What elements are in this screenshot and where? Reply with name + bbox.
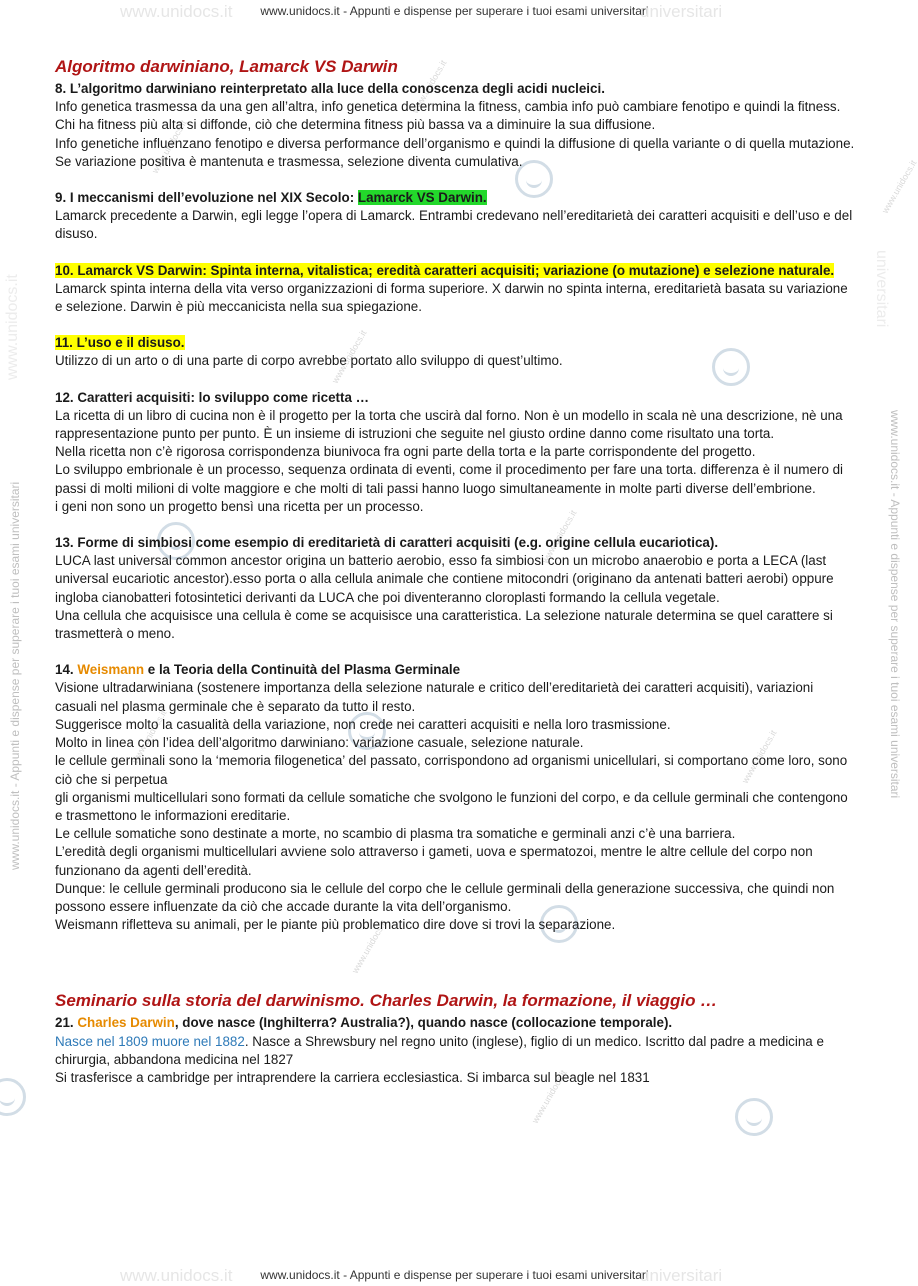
paragraph: gli organismi multicellulari sono formati da cellule somatiche che svolgono le funzioni del corpo, e da cellule germinali che contengono e trasmettono le informazioni ereditarie. [55, 789, 848, 823]
diag-watermark: www.unidocs.it [330, 328, 369, 385]
highlighted-text: 10. Lamarck VS Darwin: Spinta interna, vitalistica; eredità caratteri acquisiti; variazione (o mutazione) e selezione naturale. [55, 262, 835, 278]
document-body [55, 56, 855, 1087]
footer-ghost-left: www.unidocs.it [120, 1266, 233, 1285]
heading-text: , dove nasce (Inghilterra? Australia?), quando nasce (collocazione temporale). [174, 1015, 673, 1031]
diag-watermark: www.unidocs.it [880, 158, 918, 215]
header-ghost-left: www.unidocs.it [120, 2, 233, 21]
highlighted-text: Lamarck VS Darwin. [357, 190, 487, 206]
side-watermark-left: www.unidocs.it - Appunti e dispense per superare i tuoi esami universitari [8, 481, 22, 870]
diag-watermark: www.unidocs.it [530, 1068, 569, 1125]
paragraph: Le cellule somatiche sono destinate a morte, no scambio di plasma tra somatiche e germinali anzi c’è una barriera. [55, 826, 736, 842]
paragraph: Lamarck spinta interna della vita verso organizzazioni di forma superiore. X darwin no spinta interna, ereditarietà basata su variazione e selezione. Darwin è più meccanicista nella sua spiegazione. [55, 280, 848, 315]
diag-watermark: www.unidocs.it [540, 508, 579, 565]
person-name: Charles Darwin [77, 1015, 175, 1031]
header-watermark [0, 2, 909, 21]
paragraph: Suggerisce molto la casualità della variazione, non crede nei caratteri acquisiti e nella loro trasmissione. [55, 716, 671, 732]
paragraph: Nella ricetta non c’è rigorosa corrispondenza biunivoca fra ogni parte della torta e la parte corrispondente del progetto. [55, 444, 756, 460]
paragraph: i geni non sono un progetto bensì una ricetta per un processo. [55, 498, 424, 514]
diag-watermark: www.unidocs.it [410, 58, 449, 115]
paragraph: Dunque: le cellule germinali producono sia le cellule del corpo che le cellule germinali della generazione successiva, che quindi non possono essere influenzate da ciò che accade durante la vita dell’organismo. [55, 880, 835, 914]
diag-watermark: www.unidocs.it [350, 918, 389, 975]
question-heading: 8. L’algoritmo darwiniano reinterpretato alla luce della conoscenza degli acidi nucleici. [55, 81, 605, 96]
footer-ghost-right: universitari [640, 1266, 723, 1285]
highlighted-text: 11. L’uso e il disuso. [55, 335, 185, 351]
header-text: www.unidocs.it - Appunti e dispense per superare i tuoi esami universitari [260, 4, 649, 18]
unidocs-logo-icon [735, 1098, 773, 1136]
paragraph: Lamarck precedente a Darwin, egli legge l’opera di Lamarck. Entrambi credevano nell’ereditarietà dei caratteri acquisiti e dell’uso e del disuso. [55, 208, 853, 242]
side-ghost-left: www.unidocs.it [4, 274, 21, 380]
diag-watermark: www.unidocs.it [130, 708, 169, 765]
paragraph: Utilizzo di un arto o di una parte di corpo avrebbe portato allo sviluppo di quest’ultimo. [55, 353, 563, 369]
heading-number: 14. [55, 662, 78, 678]
question-heading [55, 189, 855, 207]
question-heading [55, 334, 855, 352]
paragraph: Info genetiche influenzano fenotipo e diversa performance dell’organismo e quindi la diffusione di quella variante o di quella mutazione. Se variazione positiva è mantenuta e trasmessa, selezione diventa cumulativa. [55, 135, 855, 169]
side-watermark-right: www.unidocs.it - Appunti e dispense per superare i tuoi esami universitari [888, 410, 902, 799]
section-title: Seminario sulla storia del darwinismo. Charles Darwin, la formazione, il viaggio … [55, 991, 718, 1011]
paragraph: Molto in linea con l’idea dell’algoritmo darwiniano: variazione casuale, selezione naturale. [55, 735, 584, 751]
paragraph: Visione ultradarwiniana (sostenere importanza della selezione naturale e critico dell’ereditarietà dei caratteri acquisiti), variazioni casuali nel plasma germinale che è separato da tutto il resto. [55, 680, 814, 714]
paragraph: le cellule germinali sono la ‘memoria filogenetica’ del passato, corrispondono ad organismi unicellulari, si comportano come loro, sono ciò che si perpetua [55, 753, 848, 787]
paragraph: L’eredità degli organismi multicellulari avviene solo attraverso i gameti, uova e spermatozoi, mentre le altre cellule del corpo non funzionano da agenti dell’eredità. [55, 844, 813, 878]
question-heading: 13. Forme di simbiosi come esempio di ereditarietà di caratteri acquisiti (e.g. origine cellula eucariotica). [55, 535, 719, 551]
heading-text: 9. I meccanismi dell’evoluzione nel XIX Secolo: [55, 190, 358, 206]
diag-watermark: www.unidocs.it [740, 728, 779, 785]
unidocs-logo-icon [0, 1078, 26, 1116]
paragraph: Lo sviluppo embrionale è un processo, sequenza ordinata di eventi, come il procedimento per fare una torta. differenza è il numero di passi di molti milioni di volte maggiore e che molti di tali passi hanno luogo simultaneamente in molte parti diverse dell’embrione. [55, 462, 844, 496]
heading-number: 21. [55, 1015, 78, 1031]
footer-text: www.unidocs.it - Appunti e dispense per superare i tuoi esami universitari [260, 1268, 649, 1282]
heading-text: e la Teoria della Continuità del Plasma Germinale [144, 662, 461, 678]
section-title: Algoritmo darwiniano, Lamarck VS Darwin [55, 57, 398, 76]
paragraph: Una cellula che acquisisce una cellula è come se acquisisce una caratteristica. La selezione naturale determina se quel carattere si trasmetterà o meno. [55, 607, 833, 642]
paragraph: LUCA last universal common ancestor origina un batterio aerobio, esso fa simbiosi con un microbo anaerobio e porta a LECA (last universal eucariotic ancestor).esso porta o alla cellula animale che contiene mitocondri (originano da antenati batteri aerobi) oppure ingloba cianobatteri fotosintetici derivanti da LUCA che poi diventeranno cloroplasti formando la cellula vegetale. [55, 553, 834, 605]
header-ghost-right: universitari [640, 2, 723, 21]
question-heading [55, 661, 855, 679]
question-heading: 12. Caratteri acquisiti: lo sviluppo come ricetta … [55, 389, 370, 405]
paragraph: Si trasferisce a cambridge per intraprendere la carriera ecclesiastica. Si imbarca sul beagle nel 1831 [55, 1069, 650, 1085]
question-heading [55, 262, 855, 280]
side-ghost-right: universitari [873, 250, 890, 328]
footer-watermark [0, 1266, 909, 1285]
dates-text: Nasce nel 1809 muore nel 1882 [55, 1033, 245, 1049]
paragraph: Weismann rifletteva su animali, per le piante più problematico dire dove si trovi la separazione. [55, 917, 616, 933]
paragraph-text: . Nasce a Shrewsbury nel regno unito (inglese), figlio di un medico. Iscritto dal padre a medicina e chirurgia, abbandona medicina nel 1827 [55, 1033, 824, 1067]
paragraph [55, 1033, 855, 1069]
paragraph: La ricetta di un libro di cucina non è il progetto per la torta che uscirà dal forno. Non è un modello in scala nè una descrizione, nè una rappresentazione punto per punto. È un insieme di istruzioni che seguite nel giusto ordine danno come risultato una torta. [55, 407, 843, 442]
paragraph: Info genetica trasmessa da una gen all’altra, info genetica determina la fitness, cambia info può cambiare fenotipo e quindi la fitness. Chi ha fitness più alta si diffonde, ciò che determina fitness più bassa va a diminuire la sua diffusione. [55, 99, 841, 133]
diag-watermark: www.unidocs.it [150, 118, 189, 175]
person-name: Weismann [77, 662, 145, 678]
question-heading [55, 1014, 855, 1032]
